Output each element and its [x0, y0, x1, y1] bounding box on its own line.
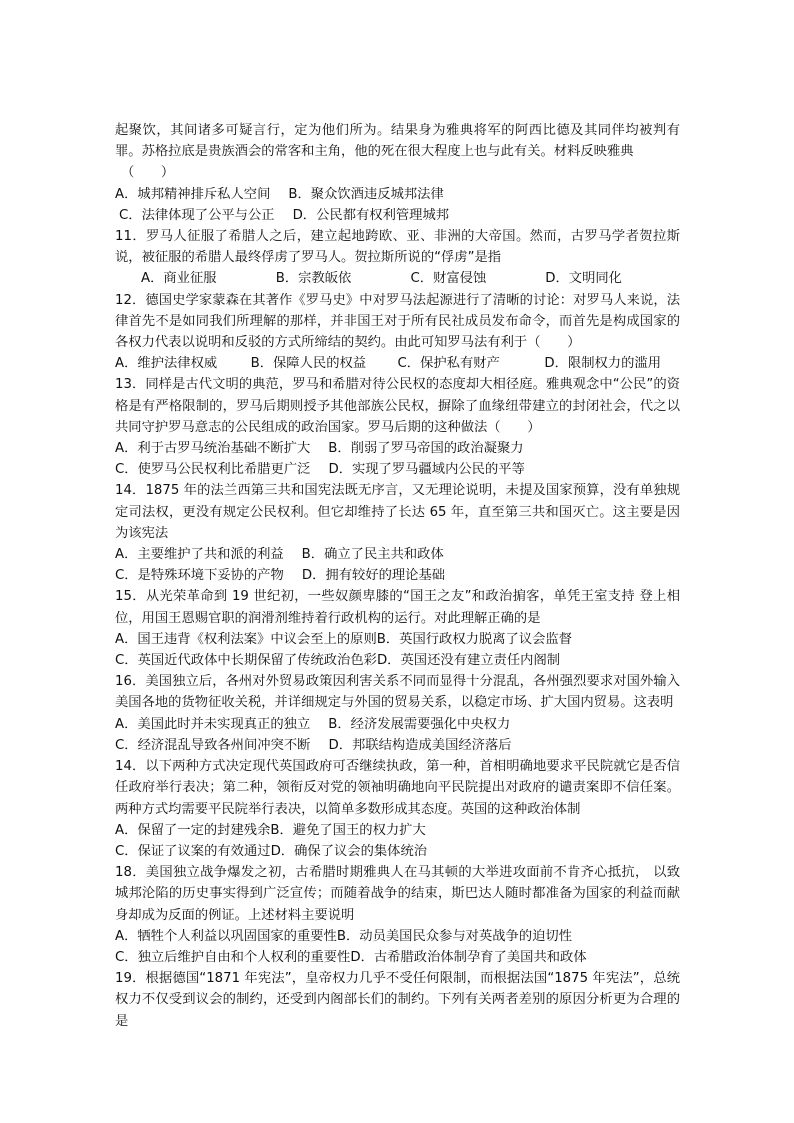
q14-stem: 14．1875 年的法兰西第三共和国宪法既无序言，又无理论说明，未提及国家预算，没有单独规定司法权，更没有规定公民权利。但它却维持了长达 65 年，直至第三共和国灭亡。这主要是因为该宪法 [115, 483, 680, 541]
q12-option-c: C．保护私有财产 [397, 356, 500, 372]
q18-option-c: C．独立后维护自由和个人权利的重要性 [115, 949, 351, 965]
q10-option-c: C．法律体现了公平与公正 [119, 207, 275, 223]
q13-options-row-2 [115, 459, 680, 480]
q18-option-d: D．古希腊政治体制孕育了美国共和政体 [350, 949, 587, 965]
q13-option-b: B．削弱了罗马帝国的政治凝聚力 [328, 441, 524, 457]
q14-options-row-2 [115, 565, 680, 586]
q11-option-a: A．商业征服 [141, 271, 217, 287]
q10-options-row-2 [115, 205, 680, 226]
q18-options-row-1 [115, 926, 680, 947]
q11-option-c: C．财富侵蚀 [410, 271, 487, 287]
q17-options-row-2 [115, 841, 680, 862]
q17-options-row-1 [115, 820, 680, 841]
q14-option-c: C．是特殊环境下妥协的产物 [115, 568, 284, 584]
q16-option-b: B．经济发展需要强化中央权力 [328, 716, 511, 732]
q16-stem: 16．美国独立后，各州对外贸易政策因利害关系不同而显得十分混乱，各州强烈要求对国外输入美国各地的货物征收关税，并详细规定与外国的贸易关系，以稳定市场、扩大国内贸易。这表明 [115, 674, 680, 711]
q14-option-b: B．确立了民主共和政体 [301, 547, 444, 563]
q12-options-row [115, 353, 680, 374]
q15-stem: 15．从光荣革命到 19 世纪初，一些奴颜卑膝的“国王之友”和政治掮客，单凭王室支持 登上相位，用国王恩赐官职的润滑剂维持着行政机构的运行。对此理解正确的是 [115, 589, 680, 626]
q15-option-c: C．英国近代政体中长期保留了传统政治色彩 [115, 653, 377, 669]
q13-options-row-1 [115, 438, 680, 459]
q10-option-d: D．公民都有权利管理城邦 [292, 207, 450, 223]
q11-options-row [115, 268, 680, 289]
q14-option-a: A．主要维护了共和派的利益 [115, 547, 284, 563]
q15-options-row-2 [115, 650, 680, 671]
q14-option-d: D．拥有较好的理论基础 [301, 568, 446, 584]
q18-option-a: A．牺牲个人利益以巩固国家的重要性 [115, 928, 337, 944]
q12-option-a: A．维护法律权威 [115, 356, 218, 372]
q18-stem: 18．美国独立战争爆发之初，古希腊时期雅典人在马其顿的大举进攻面前不肯齐心抵抗， 以致城邦沦陷的历史事实得到广泛宣传；而随着战争的结束，斯巴达人随时都准备为国家的利益而献身却成为反面的例证。上述材料主要说明 [115, 865, 680, 923]
q13-option-d: D．实现了罗马疆域内公民的平等 [328, 462, 525, 478]
q16-option-a: A．美国此时并未实现真正的独立 [115, 716, 311, 732]
q10-option-a: A．城邦精神排斥私人空间 [115, 186, 271, 202]
q12-stem: 12．德国史学家蒙森在其著作《罗马史》中对罗马法起源进行了清晰的讨论：对罗马人来说，法律首先不是如同我们所理解的那样，并非国王对于所有民社成员发布命令，而首先是构成国家的各权力代表以说明和反驳的方式所缔结的契约。由此可知罗马法有利于（ ） [115, 292, 680, 351]
q11-option-b: B．宗教皈依 [275, 271, 352, 287]
q17-option-b: B．避免了国王的权力扩大 [270, 822, 426, 838]
q16-option-c: C．经济混乱导致各州间冲突不断 [115, 737, 311, 753]
q17-option-a: A．保留了一定的封建残余 [115, 822, 271, 838]
q17-option-c: C．保证了议案的有效通过 [115, 843, 271, 859]
q14-options-row-1 [115, 544, 680, 565]
q16-options-row-2 [115, 735, 680, 756]
exam-page [115, 120, 680, 1032]
q17-option-d: D．确保了议会的集体统治 [270, 843, 428, 859]
q18-option-b: B．动员美国民众参与对英战争的迫切性 [336, 928, 573, 944]
q10-option-b: B．聚众饮酒违反城邦法律 [288, 186, 444, 202]
q11-stem: 11．罗马人征服了希腊人之后，建立起地跨欧、亚、非洲的大帝国。然而，古罗马学者贺拉斯说，被征服的希腊人最终俘虏了罗马人。贺拉斯所说的“俘虏”是指 [115, 229, 680, 266]
q12-option-b: B．保障人民的权益 [250, 356, 367, 372]
q16-options-row-1 [115, 714, 680, 735]
q15-option-d: D．英国还没有建立责任内阁制 [376, 653, 561, 669]
q15-option-a: A．国王违背《权利法案》中议会至上的原则 [115, 631, 377, 647]
q17-stem: 14．以下两种方式决定现代英国政府可否继续执政，第一种，首相明确地要求平民院就它是否信任政府举行表决；第二种，领衔反对党的领袖明确地向平民院提出对政府的谴责案即不信任案。两种方式均需要平民院举行表决，以简单多数形成其态度。英国的这种政治体制 [115, 759, 680, 817]
intro-paragraph: 起聚饮，其间诸多可疑言行，定为他们所为。结果身为雅典将军的阿西比德及其同伴均被判有罪。苏格拉底是贵族酒会的常客和主角，他的死在很大程度上也与此有关。材料反映雅典 [115, 123, 680, 160]
q15-options-row-1 [115, 629, 680, 650]
q12-option-d: D．限制权力的滥用 [544, 356, 661, 372]
q13-stem: 13．同样是古代文明的典范，罗马和希腊对待公民权的态度却大相径庭。雅典观念中“公民”的资格是有严格限制的，罗马后期则授予其他部族公民权，摒除了血缘纽带建立的封闭社会，代之以共同守护罗马意志的公民组成的政治国家。罗马后期的这种做法（ ） [115, 377, 680, 435]
q13-option-c: C．使罗马公民权利比希腊更广泛 [115, 462, 311, 478]
q10-options-row-1 [115, 184, 680, 205]
q13-option-a: A．利于古罗马统治基础不断扩大 [115, 441, 311, 457]
q18-options-row-2 [115, 947, 680, 968]
q11-option-d: D．文明同化 [545, 271, 622, 287]
q19-stem: 19．根据德国“1871 年宪法”，皇帝权力几乎不受任何限制，而根据法国“1875 年宪法”，总统权力不仅受到议会的制约，还受到内阁部长们的制约。下列有关两者差别的原因分析更为合理的是 [115, 971, 680, 1029]
q16-option-d: D．邦联结构造成美国经济落后 [328, 737, 512, 753]
q15-option-b: B．英国行政权力脱离了议会监督 [376, 631, 573, 647]
intro-answer-paren: （ ） [121, 165, 175, 181]
